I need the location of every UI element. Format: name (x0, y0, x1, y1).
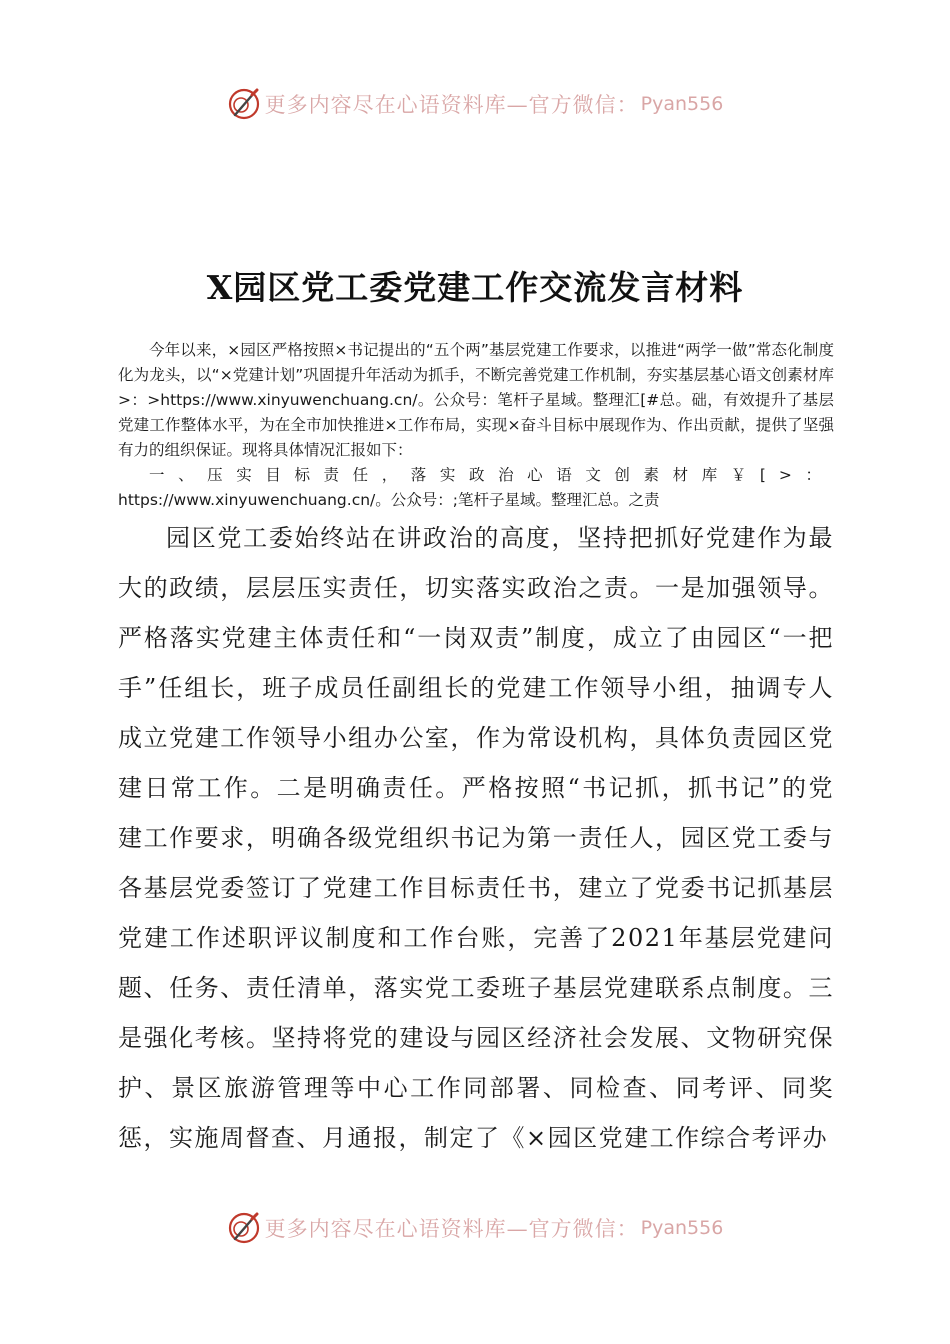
intro-block (118, 338, 834, 513)
header-banner (0, 84, 950, 124)
document-title: X园区党工委党建工作交流发言材料 (206, 268, 744, 307)
section-heading (118, 463, 834, 513)
banner-text: 更多内容尽在心语资料库—官方微信： (264, 93, 639, 117)
banner-wechat-id: Pyan556 (640, 93, 724, 115)
pen-circle-logo-icon (227, 87, 261, 121)
banner-wechat-id: Pyan556 (640, 1217, 724, 1239)
footer-banner (0, 1208, 950, 1248)
section-heading-text: 一、压实目标责任，落实政治心语文创素材库￥[>： (149, 466, 834, 484)
intro-paragraph: 今年以来，×园区严格按照×书记提出的“五个两”基层党建工作要求，以推进“两学一做”常态化制度化为龙头，以“×党建计划”巩固提升年活动为抓手，不断完善党建工作机制，夯实基层基心语文创素材库>：>https://www.xinyuwenchuang.cn/。公众号：笔杆子星域。整理汇[#总。础，有效提升了基层党建工作整体水平，为在全市加快推进×工作布局，实现×奋斗目标中展现作为、作出贡献，提供了坚强有力的组织保证。现将具体情况汇报如下： (118, 341, 834, 459)
body-paragraph: 园区党工委始终站在讲政治的高度，坚持把抓好党建作为最大的政绩，层层压实责任，切实落实政治之责。一是加强领导。严格落实党建主体责任和“一岗双责”制度，成立了由园区“一把手”任组长，班子成员任副组长的党建工作领导小组，抽调专人成立党建工作领导小组办公室，作为常设机构，具体负责园区党建日常工作。二是明确责任。严格按照“书记抓，抓书记”的党建工作要求，明确各级党组织书记为第一责任人，园区党工委与各基层党委签订了党建工作目标责任书，建立了党委书记抓基层党建工作述职评议制度和工作台账，完善了2021年基层党建问题、任务、责任清单，落实党工委班子基层党建联系点制度。三是强化考核。坚持将党的建设与园区经济社会发展、文物研究保护、景区旅游管理等中心工作同部署、同检查、同考评、同奖惩，实施周督查、月通报，制定了《×园区党建工作综合考评办 (118, 524, 834, 1152)
section-heading-tail: https://www.xinyuwenchuang.cn/。公众号：;笔杆子星域。整理汇总。之责 (118, 491, 660, 509)
pen-circle-logo-icon (227, 1211, 261, 1245)
banner-text: 更多内容尽在心语资料库—官方微信： (264, 1217, 639, 1241)
